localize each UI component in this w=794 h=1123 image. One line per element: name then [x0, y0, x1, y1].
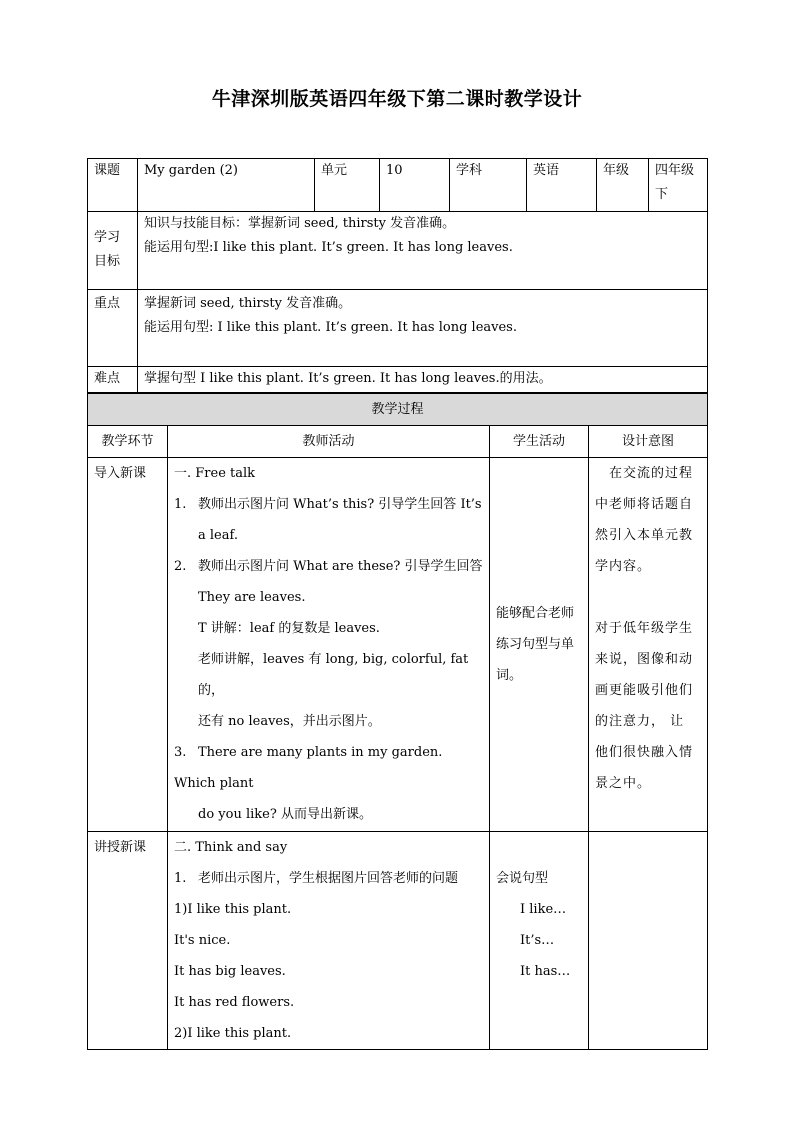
goals-content — [138, 212, 708, 290]
key-label: 重点 — [88, 290, 138, 367]
grade-label: 年级 — [597, 159, 649, 212]
goals-line-1: 知识与技能目标：掌握新词 seed, thirsty 发音准确。 — [144, 216, 456, 231]
subject-label: 学科 — [450, 159, 527, 212]
goals-label: 学习目标 — [88, 212, 138, 290]
header-student: 学生活动 — [490, 426, 589, 458]
teacher-activity-intro: 一. Free talk 1. 教师出示图片问 What’s this? 引导学生回答 It’s a leaf. 2. 教师出示图片问 What are these? 引导学生回答 They are leaves. T 讲解：leaf 的复数是 leaves. 老师讲解，leaves 有 long, big, colorful, fat 的， 还有 no leaves，并出示图片。 3. There are many plants in my garden. Which plant do you like? 从而导出新课。 — [168, 458, 490, 832]
goals-line-2: 能运用句型:I like this plant. It’s green. It has long leaves. — [144, 240, 513, 255]
intro-item-1: 教师出示图片问 What’s this? 引导学生回答 It’s — [198, 497, 482, 512]
process-table — [87, 393, 708, 1050]
stage-new: 讲授新课 — [88, 832, 168, 1050]
topic-label: 课题 — [88, 159, 138, 212]
intro-item-3: There are many plants in my garden. Which plant — [174, 745, 443, 791]
info-table — [87, 158, 708, 393]
process-heading: 教学过程 — [88, 394, 708, 426]
student-activity-new: 会说句型 I like… It’s… It has… — [490, 832, 589, 1050]
intro-note-2: 老师讲解，leaves 有 long, big, colorful, fat 的， — [198, 652, 469, 698]
key-line-1: 掌握新词 seed, thirsty 发音准确。 — [144, 296, 352, 311]
new-item-1: 老师出示图片，学生根据图片回答老师的问题 — [198, 871, 459, 886]
new-head: 二. Think and say — [174, 840, 288, 855]
page-title: 牛津深圳版英语四年级下第二课时教学设计 — [211, 88, 583, 110]
header-intent: 设计意图 — [589, 426, 708, 458]
teacher-activity-new: 二. Think and say 1. 老师出示图片，学生根据图片回答老师的问题 1)I like this plant. It's nice. It has big leaves. It has red flowers. 2)I like this plant. — [168, 832, 490, 1050]
diff-label: 难点 — [88, 367, 138, 393]
design-intent-intro: 在交流的过程 中老师将话题自 然引入本单元教 学内容。 对于低年级学生 来说，图像和动 画更能吸引他们 的注意力， 让 他们很快融入情 景之中。 — [589, 458, 708, 832]
diff-content: 掌握句型 I like this plant. It’s green. It has long leaves.的用法。 — [138, 367, 708, 393]
unit-value: 10 — [380, 159, 450, 212]
intro-head: 一. Free talk — [174, 466, 256, 481]
key-content — [138, 290, 708, 367]
student-activity-intro: 能够配合老师 练习句型与单 词。 — [490, 458, 589, 832]
stage-intro: 导入新课 — [88, 458, 168, 832]
topic-value: My garden (2) — [138, 159, 315, 212]
header-stage: 教学环节 — [88, 426, 168, 458]
key-line-2: 能运用句型: I like this plant. It’s green. It has long leaves. — [144, 320, 517, 335]
intro-note-1: T 讲解：leaf 的复数是 leaves. — [198, 621, 380, 636]
subject-value: 英语 — [527, 159, 597, 212]
grade-value: 四年级下 — [649, 159, 708, 212]
header-teacher: 教师活动 — [168, 426, 490, 458]
intro-note-3: 还有 no leaves，并出示图片。 — [198, 714, 381, 729]
unit-label: 单元 — [315, 159, 380, 212]
intro-item-2: 教师出示图片问 What are these? 引导学生回答 — [198, 559, 483, 574]
design-intent-new — [589, 832, 708, 1050]
